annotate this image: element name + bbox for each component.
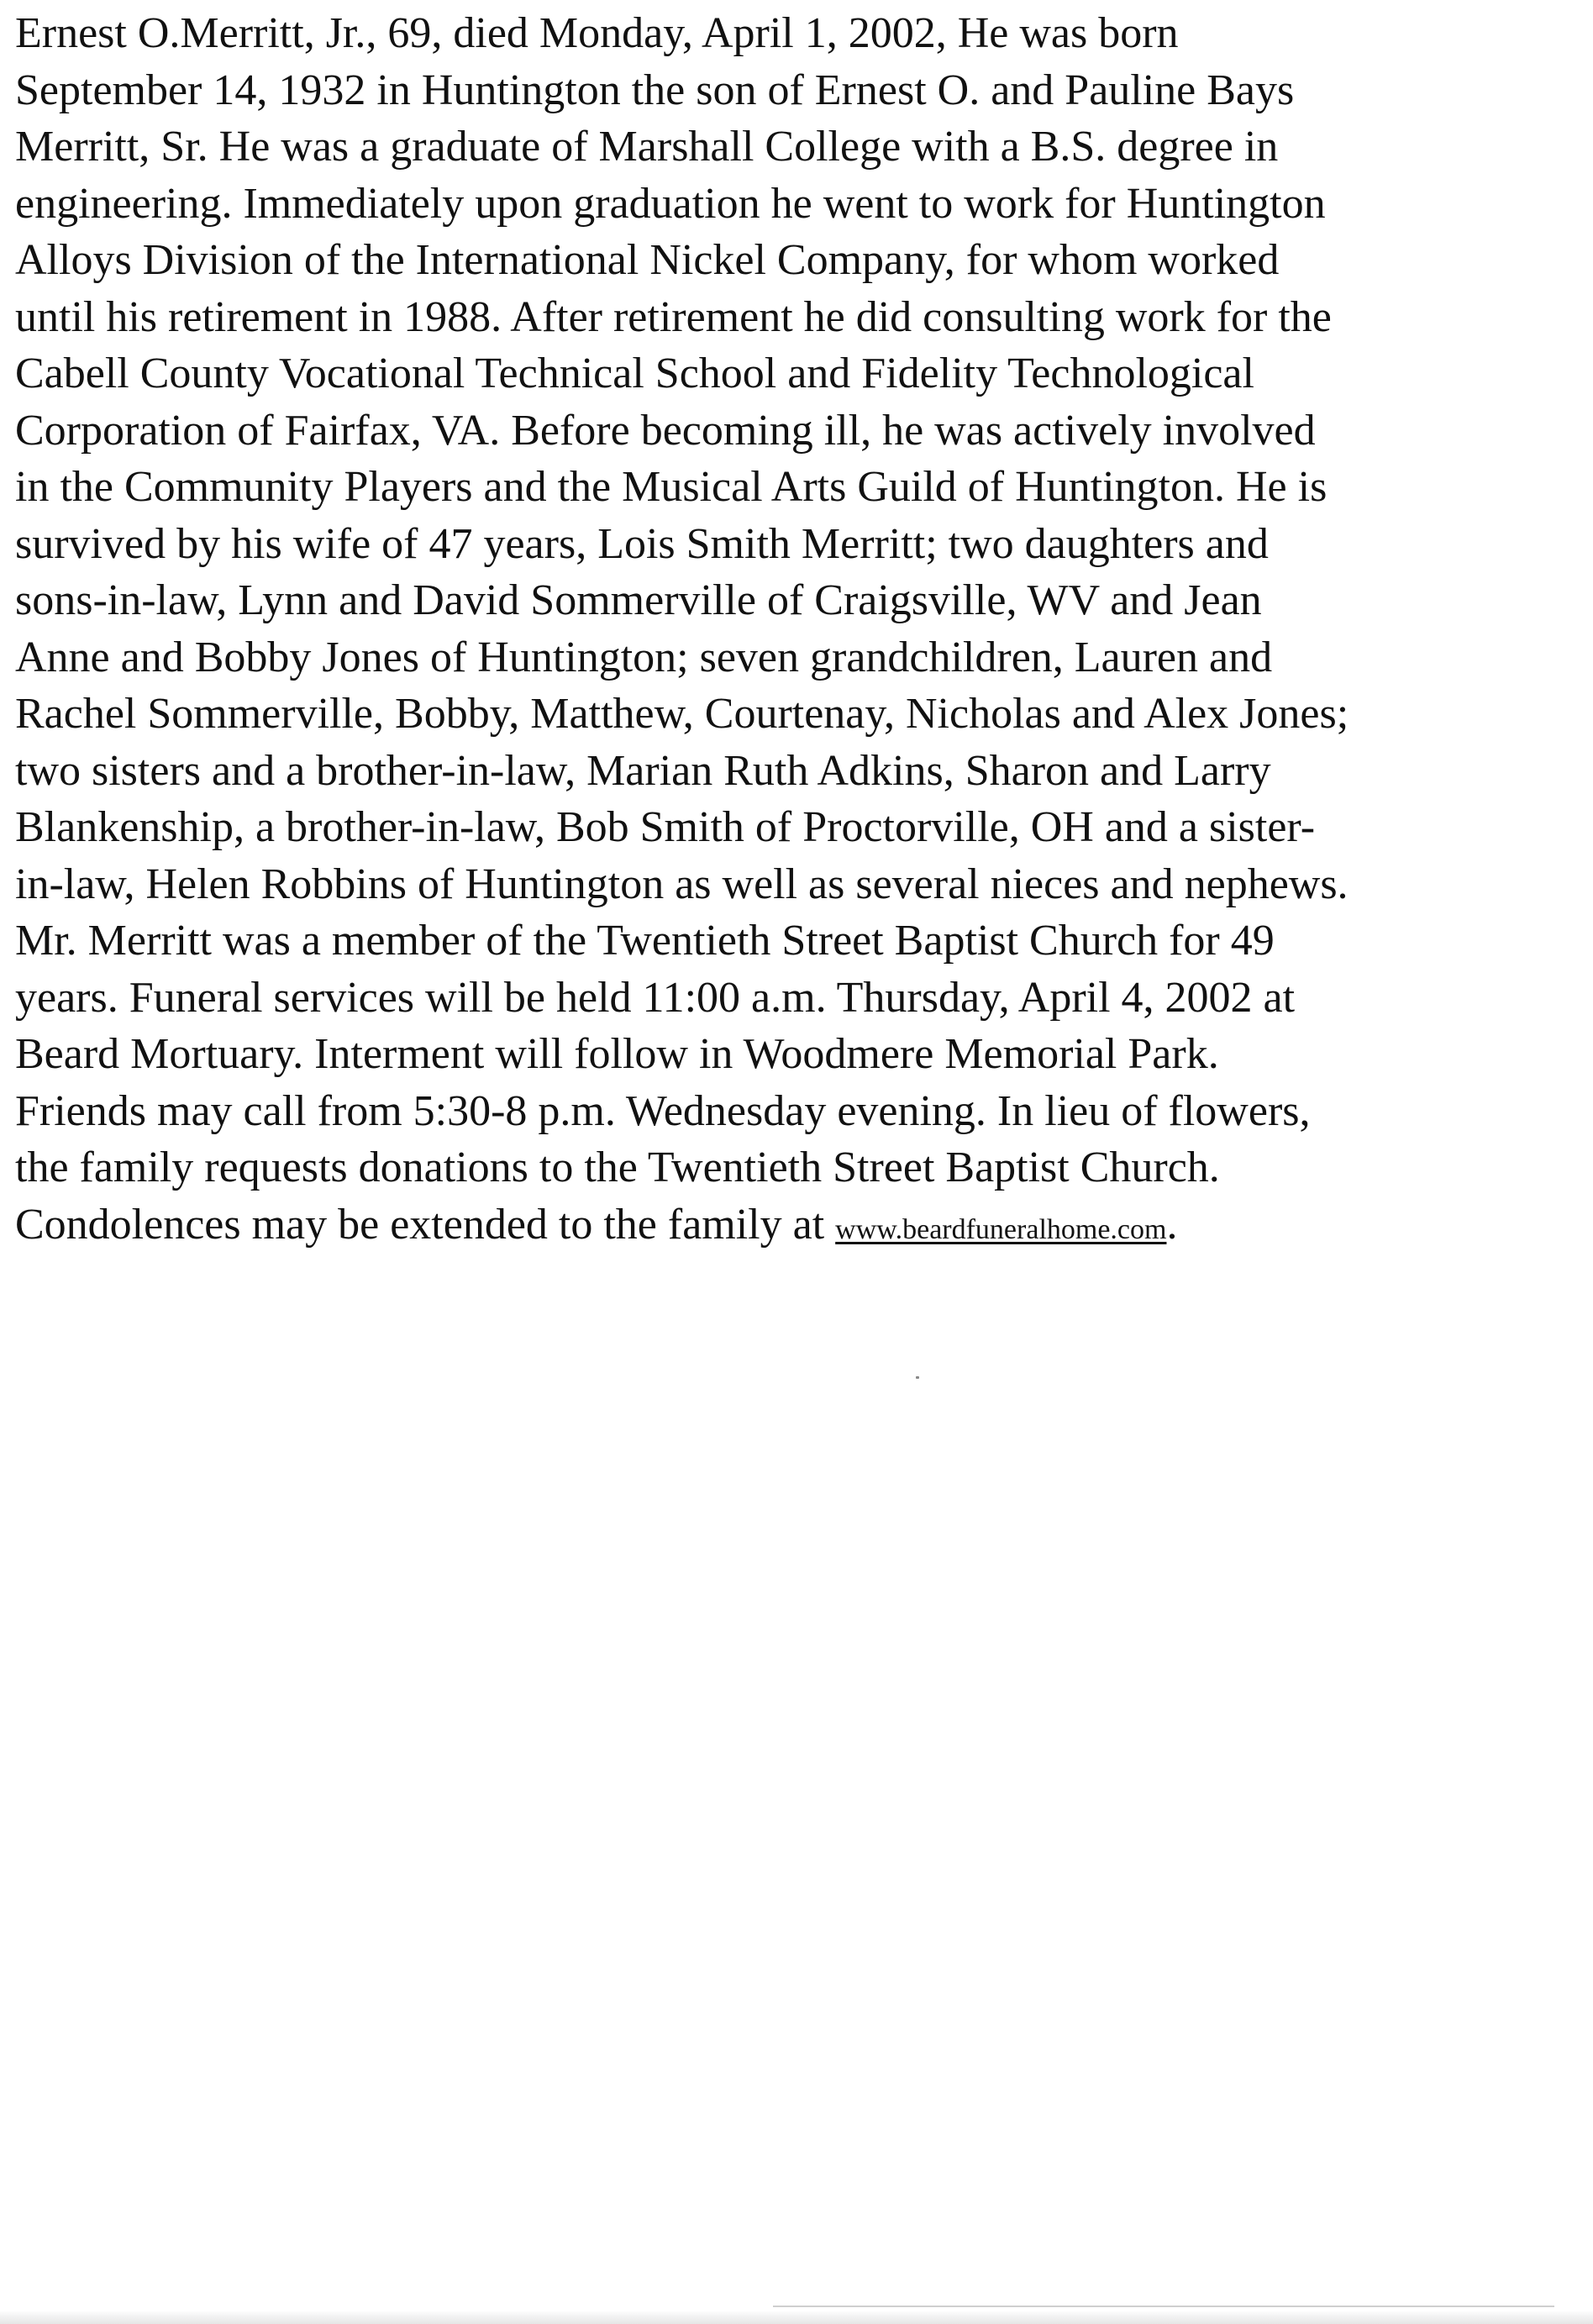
funeral-home-link[interactable]: www.beardfuneralhome.com	[835, 1213, 1167, 1245]
obituary-line: two sisters and a brother-in-law, Marian Ruth Adkins, Sharon and Larry	[15, 746, 1271, 795]
obituary-line: until his retirement in 1988. After retirement he did consulting work for the	[15, 292, 1332, 341]
closing-period: .	[1166, 1200, 1178, 1249]
obituary-line: survived by his wife of 47 years, Lois Smith Merritt; two daughters and	[15, 519, 1269, 568]
obituary-line: the family requests donations to the Twentieth Street Baptist Church.	[15, 1144, 1220, 1191]
obituary-line: Beard Mortuary. Interment will follow in Woodmere Memorial Park.	[15, 1030, 1219, 1078]
obituary-text	[15, 5, 1578, 1253]
obituary-line: Blankenship, a brother-in-law, Bob Smith of Proctorville, OH and a sister-	[15, 803, 1316, 851]
obituary-line: Ernest O.Merritt, Jr., 69, died Monday, April 1, 2002, He was born	[15, 9, 1179, 57]
obituary-line: sons-in-law, Lynn and David Sommerville of Craigsville, WV and Jean	[15, 576, 1262, 624]
obituary-line: years. Funeral services will be held 11:00 a.m. Thursday, April 4, 2002 at	[15, 973, 1296, 1022]
obituary-line: Anne and Bobby Jones of Huntington; seven grandchildren, Lauren and	[15, 633, 1273, 681]
obituary-line: Merritt, Sr. He was a graduate of Marshall College with a B.S. degree in	[15, 123, 1279, 171]
obituary-line: Rachel Sommerville, Bobby, Matthew, Courtenay, Nicholas and Alex Jones;	[15, 690, 1349, 738]
obituary-line: in the Community Players and the Musical Arts Guild of Huntington. He is	[15, 463, 1328, 511]
obituary-line: Alloys Division of the International Nickel Company, for whom worked	[15, 236, 1280, 284]
scan-speck	[916, 1376, 919, 1379]
scan-bottom-edge	[0, 2311, 1593, 2324]
obituary-line: Friends may call from 5:30-8 p.m. Wednesday evening. In lieu of flowers,	[15, 1086, 1311, 1135]
obituary-line: in-law, Helen Robbins of Huntington as well as several nieces and nephews.	[15, 860, 1349, 908]
obituary-line: engineering. Immediately upon graduation he went to work for Huntington	[15, 179, 1326, 228]
obituary-line: Cabell County Vocational Technical School and Fidelity Technological	[15, 350, 1254, 397]
obituary-line: Mr. Merritt was a member of the Twentieth Street Baptist Church for 49	[15, 917, 1275, 965]
obituary-last-line	[15, 1196, 1578, 1254]
scan-streak	[773, 2306, 1554, 2307]
condolences-text: Condolences may be extended to the family at	[15, 1200, 836, 1249]
obituary-line: Corporation of Fairfax, VA. Before becoming ill, he was actively involved	[15, 406, 1316, 455]
obituary-line: September 14, 1932 in Huntington the son of Ernest O. and Pauline Bays	[15, 66, 1295, 114]
